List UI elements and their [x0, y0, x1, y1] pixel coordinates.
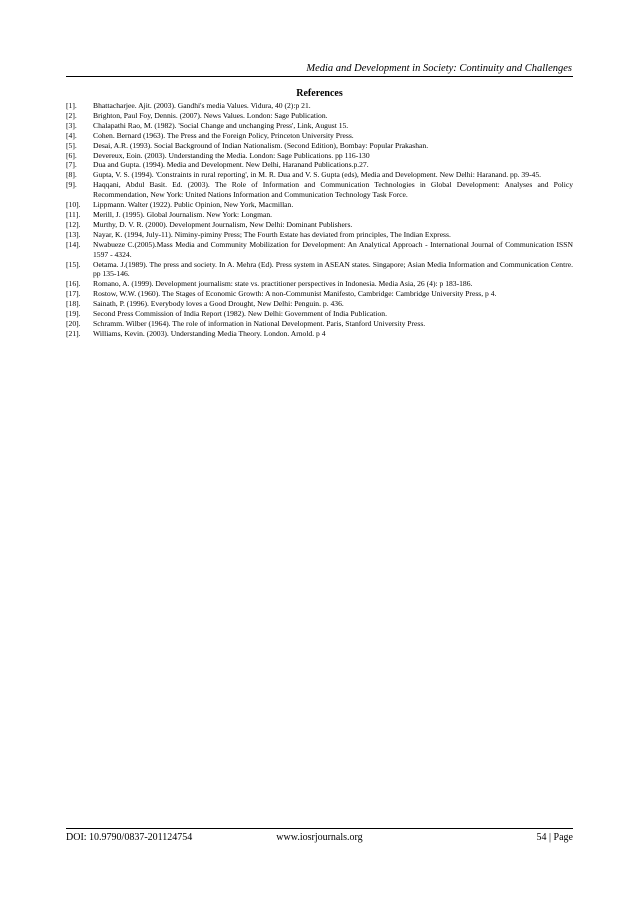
reference-number: [17]. — [66, 289, 81, 299]
reference-text: Nwabueze C.(2005).Mass Media and Community Mobilization for Development: An Analytical Approach - International Journal of Communication ISSN 1597 - 4324. — [93, 239, 573, 259]
reference-number: [1]. — [66, 101, 77, 110]
reference-number: [4]. — [66, 130, 77, 140]
reference-item — [66, 160, 573, 170]
reference-text: Chalapathi Rao, M. (1982). 'Social Change and unchanging Press', Link, August 15. — [93, 120, 349, 130]
footer-page-number: 54 | Page — [536, 832, 573, 843]
reference-item — [66, 210, 573, 220]
footer-rule — [66, 828, 573, 829]
reference-item — [66, 279, 573, 289]
reference-number: [14]. — [66, 239, 81, 249]
reference-text: Devereux, Eoin. (2003). Understanding the Media. London: Sage Publications. pp 116-130 — [93, 150, 370, 160]
reference-number: [8]. — [66, 170, 77, 180]
reference-item — [66, 240, 573, 260]
reference-text: Rostow, W.W. (1960). The Stages of Economic Growth: A non-Communist Manifesto, Cambridge: Cambridge University Press, p 4. — [93, 289, 497, 299]
reference-text: Dua and Gupta. (1994). Media and Development. New Delhi, Haranand Publications.p.27. — [93, 160, 369, 170]
reference-text: Nayar, K. (1994, July-11). Niminy-piminy Press; The Fourth Estate has deviated from principles, The Indian Express. — [93, 229, 451, 239]
reference-text: Romano, A. (1999). Development journalism: state vs. practitioner perspectives in Indonesia. Media Asia, 26 (4): p 183-186. — [93, 279, 473, 289]
references-heading: References — [296, 88, 343, 99]
reference-number: [6]. — [66, 150, 77, 160]
reference-item — [66, 131, 573, 141]
reference-text: Oetama. J.(1989). The press and society. In A. Mehra (Ed). Press system in ASEAN states. Singapore; Asian Media Information and Communication Centre. pp 135-146. — [93, 259, 573, 279]
reference-text: Murthy, D. V. R. (2000). Development Journalism, New Delhi: Dominant Publishers. — [93, 219, 353, 229]
reference-number: [3]. — [66, 120, 77, 130]
reference-text: Williams, Kevin. (2003). Understanding Media Theory. London. Arnold. p 4 — [93, 328, 326, 338]
reference-item — [66, 101, 573, 111]
reference-text: Haqqani, Abdul Basit. Ed. (2003). The Role of Information and Communication Technologies in Global Development: Analyses and Policy Recommendation, New York: United Nations Information and Communication Technology Task Force. — [93, 180, 573, 200]
reference-number: [11]. — [66, 209, 81, 219]
reference-number: [19]. — [66, 309, 81, 319]
running-header-title: Media and Development in Society: Continuity and Challenges — [306, 63, 572, 74]
reference-item — [66, 260, 573, 280]
reference-text: Merill, J. (1995). Global Journalism. New York: Longman. — [93, 209, 273, 219]
reference-item — [66, 170, 573, 180]
header-rule — [66, 76, 573, 77]
reference-item — [66, 141, 573, 151]
reference-number: [18]. — [66, 299, 81, 309]
reference-item — [66, 151, 573, 161]
reference-item — [66, 329, 573, 339]
reference-item — [66, 121, 573, 131]
reference-number: [10]. — [66, 200, 81, 210]
reference-text: Second Press Commission of India Report (1982). New Delhi: Government of India Publication. — [93, 309, 388, 319]
reference-item — [66, 180, 573, 200]
footer-website: www.iosrjournals.org — [276, 832, 363, 843]
reference-number: [20]. — [66, 318, 81, 328]
reference-item — [66, 220, 573, 230]
reference-text: Bhattacharjee. Ajit. (2003). Gandhi's media Values. Vidura, 40 (2):p 21. — [93, 101, 311, 110]
reference-number: [16]. — [66, 279, 81, 289]
reference-item — [66, 111, 573, 121]
reference-item — [66, 299, 573, 309]
reference-number: [12]. — [66, 219, 81, 229]
reference-number: [7]. — [66, 160, 77, 170]
reference-number: [15]. — [66, 259, 81, 269]
reference-text: Sainath, P. (1996). Everybody loves a Good Drought, New Delhi: Penguin. p. 436. — [93, 299, 344, 309]
footer-doi: DOI: 10.9790/0837-201124754 — [66, 832, 193, 843]
reference-text: Schramm. Wilber (1964). The role of information in National Development. Paris, Stanford University Press. — [93, 318, 426, 328]
reference-item — [66, 230, 573, 240]
page-footer — [66, 832, 573, 846]
reference-number: [9]. — [66, 180, 77, 190]
reference-number: [13]. — [66, 229, 81, 239]
reference-item — [66, 200, 573, 210]
reference-item — [66, 309, 573, 319]
reference-text: Lippmann. Walter (1922). Public Opinion, New York, Macmillan. — [93, 200, 294, 210]
reference-item — [66, 319, 573, 329]
reference-text: Desai, A.R. (1993). Social Background of Indian Nationalism. (Second Edition), Bombay: Popular Prakashan. — [93, 140, 429, 150]
reference-number: [21]. — [66, 328, 81, 338]
reference-text: Gupta, V. S. (1994). 'Constraints in rural reporting', in M. R. Dua and V. S. Gupta (eds), Media and Development. New Delhi: Haranand. pp. 39-45. — [93, 170, 542, 180]
reference-text: Cohen. Bernard (1963). The Press and the Foreign Policy, Princeton University Press. — [93, 130, 354, 140]
reference-text: Brighton, Paul Foy, Dennis. (2007). News Values. London: Sage Publication. — [93, 110, 328, 120]
reference-number: [2]. — [66, 110, 77, 120]
reference-item — [66, 289, 573, 299]
reference-number: [5]. — [66, 140, 77, 150]
reference-list — [66, 101, 573, 339]
